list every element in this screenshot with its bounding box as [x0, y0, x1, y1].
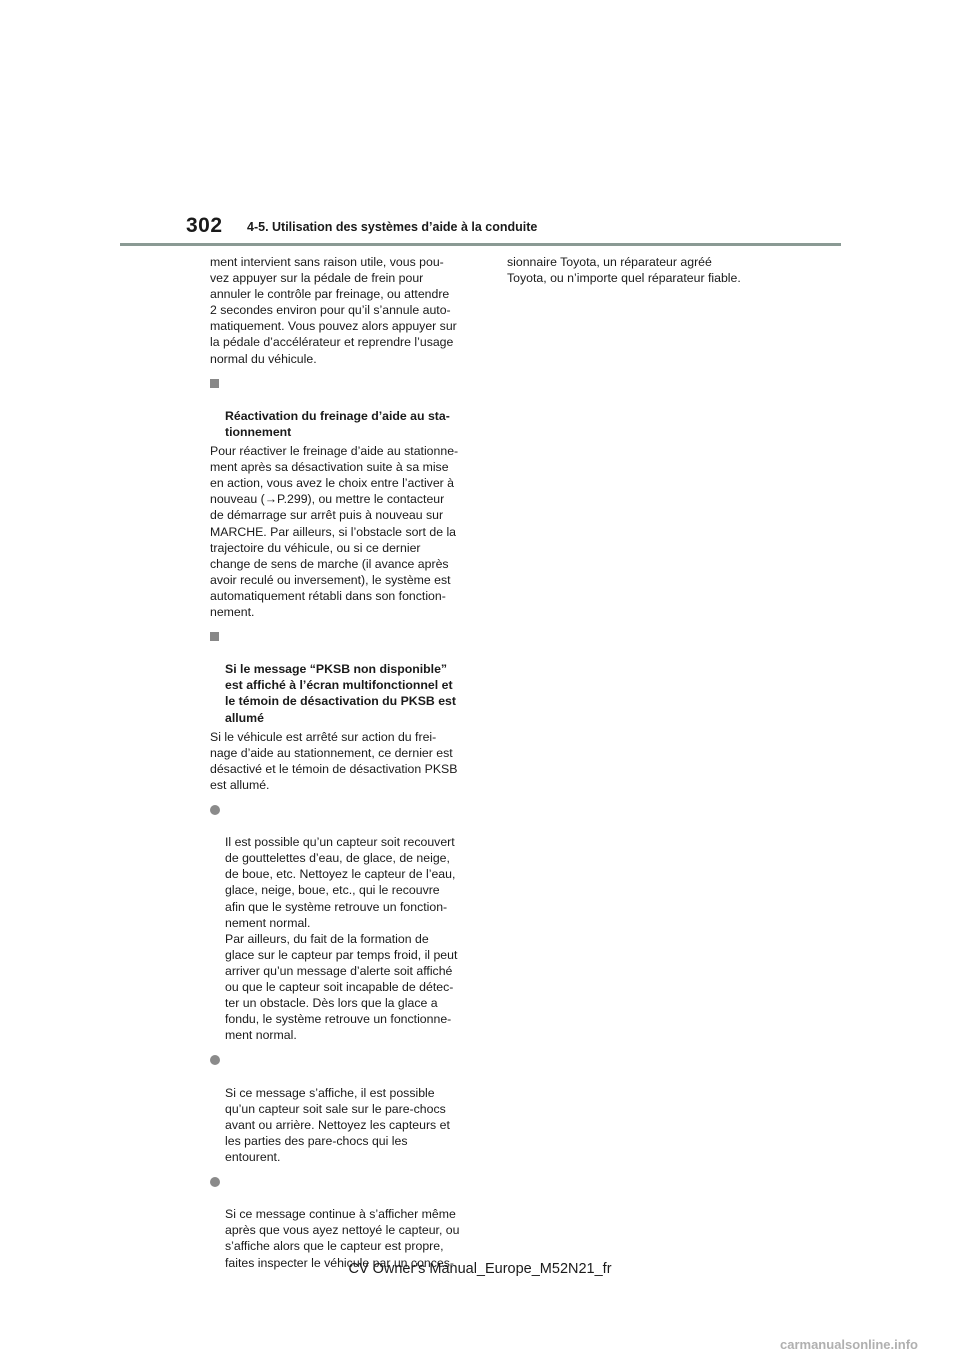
continuation-paragraph: sionnaire Toyota, un réparateur agréé Toyota, ou n’importe quel réparateur fiable. — [507, 255, 741, 286]
list-item — [210, 1052, 468, 1165]
list-item-text: Si ce message s’affiche, il est possible qu’un capteur soit sale sur le pare-chocs avant ou arrière. Nettoyez les capteurs et les parties des pare-chocs qui les entourent. — [225, 1085, 450, 1164]
circle-bullet-icon — [210, 1177, 220, 1187]
circle-bullet-icon — [210, 1055, 220, 1065]
circle-bullet-icon — [210, 805, 220, 815]
footer-text: CV Owner's Manual_Europe_M52N21_fr — [348, 1261, 612, 1277]
list-item-text: Il est possible qu’un capteur soit recouvert de gouttelettes d’eau, de glace, de neige, de boue, etc. Nettoyez le capteur de l’eau, glace, neige, boue, etc., qui le recouvre afin que le système retrouve un fonction- nement normal. Par ailleurs, du fait de la formation de glace sur le capteur par temps froid, il peut arriver qu’un message d’alerte soit affiché ou que le capteur soit incapable de détec- ter un obstacle. Dès lors que la glace a fondu, le système retrouve un fonctionne- ment normal. — [225, 835, 458, 1043]
square-bullet-icon — [210, 379, 219, 388]
intro-paragraph: ment intervient sans raison utile, vous pou- vez appuyer sur la pédale de frein pour annuler le contrôle par freinage, ou attendre 2 secondes environ pour qu’il s’annule auto- matiquement. Vous pouvez alors appuyer sur la pédale d’accélérateur et reprendre l’usage normal du véhicule. — [210, 255, 457, 366]
list-item — [210, 802, 468, 1043]
page-number: 302 — [186, 214, 223, 237]
section-title: 4-5. Utilisation des systèmes d’aide à la conduite — [247, 220, 538, 234]
watermark[interactable]: carmanualsonline.info — [780, 1337, 918, 1352]
square-bullet-icon — [210, 632, 219, 641]
right-column — [507, 254, 765, 295]
heading-text: Réactivation du freinage d’aide au sta- tionnement — [225, 408, 450, 439]
heading-text: Si le message “PKSB non disponible” est affiché à l’écran multifonctionnel et le témoin de désactivation du PKSB est allumé — [225, 662, 456, 725]
section-heading-pksb-message — [210, 629, 468, 726]
list-item-text: Si ce message continue à s’afficher même après que vous ayez nettoyé le capteur, ou s’affiche alors que le capteur est propre, faites inspecter le véhicule par un conces- — [225, 1207, 460, 1270]
list-item — [210, 1174, 468, 1271]
reactivation-paragraph: Pour réactiver le freinage d’aide au stationne- ment après sa désactivation suite à sa mise en action, vous avez le choix entre l’activer à nouveau (→P.299), ou mettre le contacteur de démarrage sur arrêt puis à nouveau sur MARCHE. Par ailleurs, si l’obstacle sort de la trajectoire du véhicule, ou si ce dernier change de sens de marche (il avance après avoir reculé ou inversement), le système est automatiquement rétabli dans son fonction- nement. — [210, 444, 459, 619]
left-column — [210, 254, 468, 1280]
header-rule — [120, 243, 841, 246]
section-heading-reactivation — [210, 376, 468, 440]
pksb-paragraph: Si le véhicule est arrêté sur action du frei- nage d’aide au stationnement, ce dernier est désactivé et le témoin de désactivation PKSB est allumé. — [210, 729, 458, 792]
